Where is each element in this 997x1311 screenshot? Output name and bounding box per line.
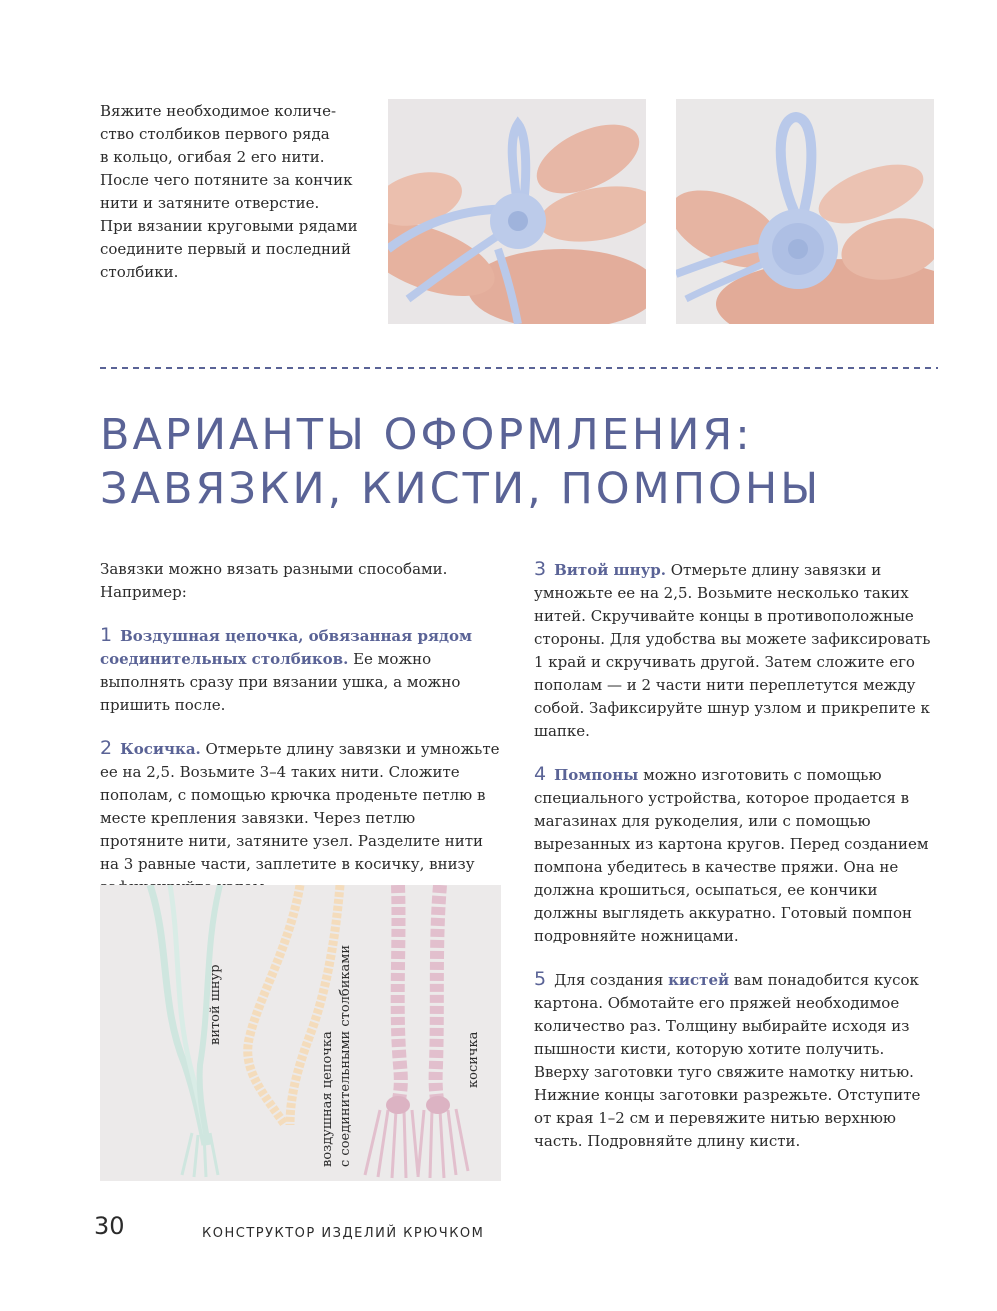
- item-text: вам понадобится кусок картона. Обмотайте его пряжей необходимое количество раз. Толщину выбирайте исходя из пышности кисти, которую хотите получить. Вверху заготовки туго свяжите намотку нитью. Нижние концы заготовки разрежьте. Отступите от края 1–2 см и перевяжите нитью верхнюю часть. Подровняйте длину кисти.: [534, 971, 921, 1150]
- intro-line: нити и затяните отверстие.: [100, 194, 320, 212]
- intro-line: в кольцо, огибая 2 его нити.: [100, 148, 325, 166]
- photo-crochet-ring-step2: [676, 99, 934, 324]
- section-heading: [100, 408, 821, 516]
- photo-cords: [100, 885, 501, 1181]
- intro-line: После чего потяните за кончик: [100, 171, 353, 189]
- right-column: [534, 558, 934, 1173]
- item-number: 1: [100, 624, 113, 646]
- item-keyword: Витой шнур.: [554, 561, 666, 579]
- intro-line: столбики.: [100, 263, 179, 281]
- item-pre: Для создания: [554, 971, 669, 989]
- item-text: Отмерьте длину завязки и умножьте ее на 2,5. Возьмите 3–4 таких нити. Сложите пополам, с помощью крючка проденьте петлю в месте крепления завязки. Через петлю протяните нити, затяните узел. Разделите нити на 3 равные части, заплетите в косичку, внизу: [100, 740, 500, 873]
- item-text: Отмерьте длину завязки и умножьте ее на 2,5. Возьмите несколько таких нитей. Скручивайте концы в противоположные стороны. Для удобства вы можете зафиксировать 1 край и скручивать другой. Затем сложите его пополам — и 2 части нити переплетутся между собой. Зафиксируйте шнур узлом и прикрепите к шапке.: [534, 561, 931, 740]
- intro-line: При вязании круговыми рядами: [100, 217, 358, 235]
- list-item-3: [534, 558, 934, 743]
- book-title: КОНСТРУКТОР ИЗДЕЛИЙ КРЮЧКОМ: [202, 1226, 485, 1241]
- page-number: 30: [94, 1212, 125, 1240]
- item-number: 4: [534, 763, 547, 785]
- intro-paragraph: [100, 100, 370, 284]
- cords-illustration: [100, 885, 501, 1181]
- item-number: 5: [534, 968, 547, 990]
- heading-line-2: ЗАВЯЗКИ, КИСТИ, ПОМПОНЫ: [100, 464, 822, 514]
- list-item-4: [534, 763, 934, 948]
- item-number: 3: [534, 558, 547, 580]
- item-number: 2: [100, 737, 113, 759]
- list-item-2: [100, 737, 500, 899]
- intro-line: ство столбиков первого ряда: [100, 125, 330, 143]
- item-keyword: кистей: [668, 971, 730, 989]
- item-keyword: Косичка.: [120, 740, 201, 758]
- item-keyword: Помпоны: [554, 766, 639, 784]
- left-intro: Завязки можно вязать разными способами. Например:: [100, 560, 448, 601]
- label-braid: косичка: [466, 1031, 481, 1088]
- list-item-5: [534, 968, 934, 1153]
- item-text: Ее можно выполнять сразу при вязании ушка, а можно пришить после.: [100, 650, 461, 714]
- heading-line-1: ВАРИАНТЫ ОФОРМЛЕНИЯ:: [100, 410, 753, 460]
- list-item-1: [100, 624, 500, 717]
- intro-line: Вяжите необходимое количе-: [100, 102, 337, 120]
- left-column: [100, 558, 500, 919]
- label-twisted-cord: витой шнур: [208, 964, 223, 1045]
- item-keyword: Воздушная цепочка, обвязанная рядом соединительных столбиков.: [100, 627, 473, 668]
- item-text: можно изготовить с помощью специального устройства, которое продается в магазинах для рукоделия, или с помощью вырезанных из картона кругов. Перед созданием помпона убедитесь в качестве пряжи. Она не должна крошиться, осыпаться, ее кончики должны выглядеть аккуратно. Готовый помпон подровняйте ножницами.: [534, 766, 929, 945]
- label-chain-line-2: с соединительными столбиками: [338, 944, 353, 1167]
- dashed-divider: [100, 366, 938, 370]
- label-chain-line-1: воздушная цепочка: [320, 1031, 335, 1167]
- intro-line: соедините первый и последний: [100, 240, 351, 258]
- photo-crochet-ring-step1: [388, 99, 646, 324]
